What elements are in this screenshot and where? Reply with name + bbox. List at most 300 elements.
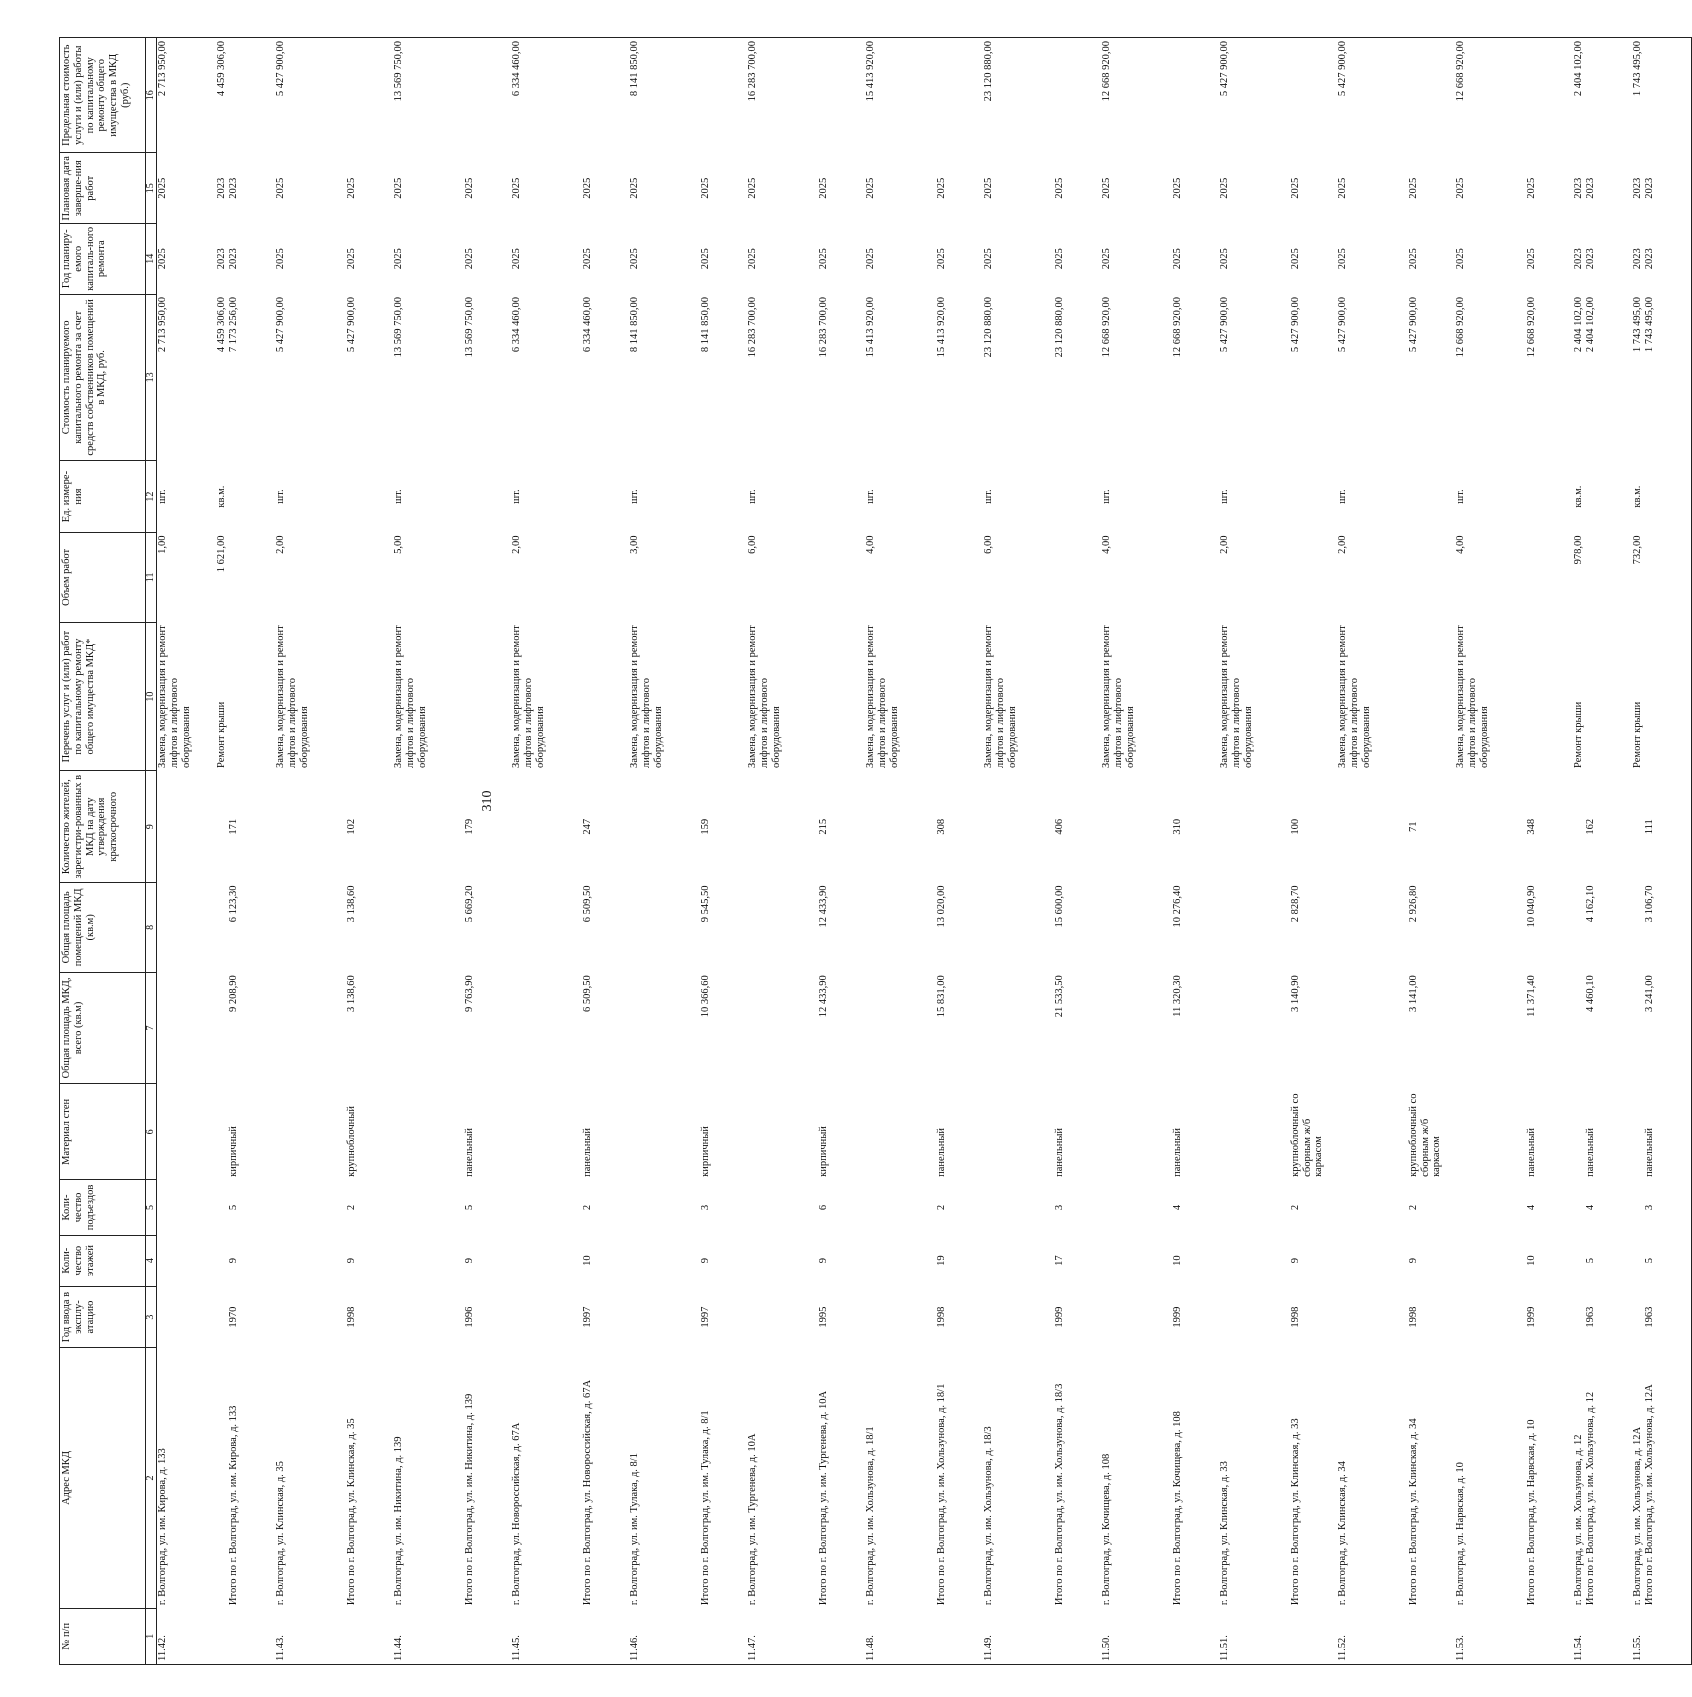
cell-entrances (1455, 1180, 1514, 1235)
cell-line (452, 1238, 464, 1283)
cell-line: Замена, модернизация и ремонт лифтов и лифтового оборудования (157, 625, 192, 768)
cell-line: 2025 (983, 248, 994, 270)
cell-row-number (157, 1608, 217, 1664)
cell-line (1396, 774, 1408, 880)
cell-residents (688, 771, 747, 883)
cell-repair-year (1632, 224, 1692, 295)
cell-repair-year (511, 224, 570, 295)
cell-wall-material (452, 1084, 511, 1180)
cell-max-cost (393, 38, 452, 153)
cell-line (1573, 1238, 1585, 1283)
cell-row-number (216, 1608, 275, 1664)
cell-row-number (924, 1608, 983, 1664)
cell-entrances (216, 1180, 275, 1235)
cell-completion-date (924, 153, 983, 224)
cell-floors (393, 1235, 452, 1286)
cell-line (1160, 774, 1172, 880)
table-row (865, 38, 924, 1665)
cell-entrances (983, 1180, 1042, 1235)
cell-line (1514, 1087, 1526, 1177)
cell-line (570, 885, 582, 969)
cell-line: 1995 (817, 1306, 829, 1328)
cell-premises-area (334, 882, 393, 972)
cell-line (570, 975, 582, 1081)
cell-premises-area (393, 882, 452, 972)
cell-total-area (1514, 972, 1573, 1084)
cell-floors (865, 1235, 924, 1286)
cell-unit (1160, 461, 1219, 533)
table-row (452, 38, 511, 1665)
cell-line: 5 427 900,00 (1337, 41, 1348, 97)
cell-line: 6 334 460,00 (581, 297, 593, 353)
cell-premises-area (983, 882, 1042, 972)
cell-row-number (629, 1608, 688, 1664)
cell-line (1278, 885, 1290, 969)
cell-line: Итого по г. Волгоград, ул. им. Тургенева, д. 10А (817, 1390, 829, 1606)
cell-line (452, 227, 464, 292)
cell-unit (570, 461, 629, 533)
cell-line (1160, 227, 1172, 292)
cell-address (1396, 1348, 1455, 1608)
cell-total-area (275, 972, 334, 1084)
cell-line (334, 1351, 346, 1605)
cell-entrances (1160, 1180, 1219, 1235)
column-number: 15 (146, 153, 157, 224)
cell-entrances (1514, 1180, 1573, 1235)
cell-works-list (334, 622, 393, 771)
cell-max-cost (1396, 38, 1455, 153)
cell-line: 2 404 102,00 (1573, 41, 1584, 97)
cell-wall-material (570, 1084, 629, 1180)
cell-line (806, 1183, 818, 1232)
cell-line: 15 600,00 (1053, 885, 1065, 928)
cell-floors (1396, 1235, 1455, 1286)
cell-line: 9 (1407, 1258, 1419, 1264)
table-row (216, 38, 275, 1665)
cell-completion-date (865, 153, 924, 224)
cell-line: 348 (1525, 818, 1537, 835)
cell-premises-area (216, 882, 275, 972)
page-number: 310 (480, 790, 495, 812)
cell-line (688, 1289, 700, 1345)
cell-line: 5 (1643, 1258, 1655, 1264)
table-row (1455, 38, 1514, 1665)
cell-premises-area (511, 882, 570, 972)
cell-residents (1160, 771, 1219, 883)
cell-line: шт. (865, 489, 876, 504)
cell-floors (924, 1235, 983, 1286)
cell-line: 2 828,70 (1289, 885, 1301, 923)
cell-line: 111 (1643, 819, 1655, 835)
cell-max-cost (216, 38, 275, 153)
cell-line (1396, 227, 1408, 292)
cell-cost (924, 294, 983, 461)
cell-line: 3 241,00 (1643, 975, 1655, 1012)
cell-line: панельный (581, 1128, 593, 1177)
cell-address (629, 1348, 688, 1608)
cell-line (1632, 1238, 1644, 1283)
cell-work-volume (511, 532, 570, 622)
cell-line (1278, 774, 1290, 880)
cell-line: 2,00 (1219, 535, 1230, 554)
cell-line (334, 885, 346, 969)
cell-floors (1219, 1235, 1278, 1286)
cell-address (1278, 1348, 1337, 1608)
cell-line: 1 743 495,00 (1632, 297, 1643, 353)
cell-line: Итого по г. Волгоград, ул. им. Хользунова, д. 18/3 (1053, 1383, 1065, 1606)
cell-line (1396, 1087, 1408, 1177)
cell-repair-year (1042, 224, 1101, 295)
cell-line: Замена, модернизация и ремонт лифтов и лифтового оборудования (1101, 625, 1136, 768)
cell-cost (1632, 294, 1692, 461)
cell-max-cost (452, 38, 511, 153)
cell-address (216, 1348, 275, 1608)
cell-line: шт. (629, 489, 640, 504)
cell-works-list (1160, 622, 1219, 771)
cell-total-area (570, 972, 629, 1084)
cell-line: 2025 (157, 248, 168, 270)
cell-line (688, 1238, 700, 1283)
cell-max-cost (1219, 38, 1278, 153)
cell-line: 2023 (1573, 177, 1584, 199)
cell-completion-date (334, 153, 393, 224)
cell-line (1278, 1351, 1290, 1605)
cell-work-volume (334, 532, 393, 622)
cell-line: 11.49. (983, 1635, 994, 1661)
cell-unit (1455, 461, 1514, 533)
cell-completion-date (511, 153, 570, 224)
cell-line: 1999 (1171, 1306, 1183, 1328)
cell-line (924, 297, 936, 458)
cell-repair-year (1278, 224, 1337, 295)
cell-line (806, 297, 818, 458)
cell-line: 6 509,50 (581, 975, 593, 1012)
cell-line: панельный (1584, 1128, 1596, 1177)
cell-premises-area (924, 882, 983, 972)
cell-year-built (924, 1286, 983, 1348)
cell-row-number (570, 1608, 629, 1664)
cell-line (452, 774, 464, 880)
cell-line: 2025 (275, 177, 286, 199)
cell-entrances (1396, 1180, 1455, 1235)
column-number: 7 (146, 972, 157, 1084)
cell-line (216, 1238, 228, 1283)
cell-row-number (1455, 1608, 1514, 1664)
cell-works-list (1219, 622, 1278, 771)
table-row (334, 38, 393, 1665)
cell-work-volume (688, 532, 747, 622)
cell-line: крупноблочный со сборным ж/б каркасом (1407, 1093, 1443, 1177)
cell-line: 15 413 920,00 (865, 41, 876, 102)
cell-total-area (511, 972, 570, 1084)
cell-work-volume (629, 532, 688, 622)
table-row (1042, 38, 1101, 1665)
cell-works-list (747, 622, 806, 771)
cell-address (1337, 1348, 1396, 1608)
cell-line: 5 427 900,00 (1289, 297, 1301, 353)
cell-max-cost (983, 38, 1042, 153)
cell-work-volume (1219, 532, 1278, 622)
cell-total-area (865, 972, 924, 1084)
cell-cost (983, 294, 1042, 461)
table-row (1396, 38, 1455, 1665)
cell-line: 1998 (345, 1306, 357, 1328)
table-row (511, 38, 570, 1665)
cell-line: 11.54. (1573, 1635, 1584, 1661)
cell-address (747, 1348, 806, 1608)
cell-work-volume (806, 532, 865, 622)
cell-line (1514, 885, 1526, 969)
cell-line: Итого по г. Волгоград, ул. Клинская, д. 34 (1407, 1418, 1419, 1606)
cell-line: 406 (1053, 818, 1065, 835)
cell-line (570, 1183, 582, 1232)
cell-line (806, 1351, 818, 1605)
cell-line: 2025 (983, 177, 994, 199)
cell-cost (511, 294, 570, 461)
cell-line (452, 975, 464, 1081)
column-number: 8 (146, 882, 157, 972)
cell-line: 2025 (935, 177, 947, 199)
cell-line (924, 227, 936, 292)
cell-line: 2023 (1643, 248, 1655, 270)
cell-max-cost (1337, 38, 1396, 153)
cell-line (1396, 1238, 1408, 1283)
cell-address (393, 1348, 452, 1608)
cell-line (216, 885, 228, 969)
cell-line: 2025 (463, 177, 475, 199)
cell-works-list (983, 622, 1042, 771)
cell-line (570, 227, 582, 292)
table-row (1632, 38, 1692, 1665)
column-number: 12 (146, 461, 157, 533)
cell-line: 2025 (1407, 177, 1419, 199)
cell-repair-year (1101, 224, 1160, 295)
cell-line: 8 141 850,00 (629, 297, 640, 353)
cell-line: 2025 (393, 177, 404, 199)
cell-line (334, 774, 346, 880)
table-row (1101, 38, 1160, 1665)
cell-year-built (1219, 1286, 1278, 1348)
cell-line: г. Волгоград, ул. Нарвская, д. 10 (1455, 1462, 1466, 1606)
cell-line: 2025 (817, 177, 829, 199)
cell-wall-material (1160, 1084, 1219, 1180)
cell-line: Итого по г. Волгоград, ул. им. Хользунова, д. 18/1 (935, 1383, 947, 1606)
cell-line: 2023 (1632, 177, 1643, 199)
cell-line (1160, 1238, 1172, 1283)
cell-line: 10 366,60 (699, 975, 711, 1018)
cell-line (334, 227, 346, 292)
cell-year-built (806, 1286, 865, 1348)
cell-repair-year (1514, 224, 1573, 295)
cell-line (334, 1289, 346, 1345)
cell-line: 2 404 102,00 (1573, 297, 1584, 353)
cell-line: 2025 (629, 248, 640, 270)
cell-line (334, 1087, 346, 1177)
cell-line: шт. (275, 489, 286, 504)
cell-address (1632, 1348, 1692, 1608)
cell-cost (1042, 294, 1101, 461)
cell-works-list (275, 622, 334, 771)
cell-year-built (1101, 1286, 1160, 1348)
cell-unit (275, 461, 334, 533)
cell-completion-date (1042, 153, 1101, 224)
cell-wall-material (157, 1084, 217, 1180)
cell-line: Замена, модернизация и ремонт лифтов и лифтового оборудования (393, 625, 428, 768)
cell-line (1514, 1289, 1526, 1345)
cell-line: шт. (157, 489, 168, 504)
cell-max-cost (806, 38, 865, 153)
cell-line: 2025 (1053, 248, 1065, 270)
cell-line (334, 1238, 346, 1283)
header-premises-area: Общая площадь помещений МКД (кв.м) (60, 882, 146, 972)
header-wall-material: Материал стен (60, 1084, 146, 1180)
cell-line: 10 (581, 1255, 593, 1266)
cell-completion-date (1455, 153, 1514, 224)
cell-work-volume (216, 532, 275, 622)
cell-wall-material (393, 1084, 452, 1180)
cell-wall-material (1101, 1084, 1160, 1180)
cell-year-built (393, 1286, 452, 1348)
cell-line: крупноблочный (345, 1106, 357, 1177)
cell-entrances (452, 1180, 511, 1235)
cell-floors (1337, 1235, 1396, 1286)
cell-wall-material (688, 1084, 747, 1180)
cell-line (1160, 1351, 1172, 1605)
cell-line: 2023 (216, 248, 227, 270)
cell-line: 2 926,80 (1407, 885, 1419, 923)
cell-total-area (393, 972, 452, 1084)
cell-line (1514, 156, 1526, 221)
cell-max-cost (334, 38, 393, 153)
cell-total-area (1219, 972, 1278, 1084)
cell-premises-area (1042, 882, 1101, 972)
cell-floors (629, 1235, 688, 1286)
cell-line: 2025 (1219, 248, 1230, 270)
cell-total-area (983, 972, 1042, 1084)
cell-line: панельный (1643, 1128, 1655, 1177)
cell-line (1396, 975, 1408, 1081)
cell-line: 2025 (511, 248, 522, 270)
cell-line (1042, 975, 1054, 1081)
cell-work-volume (1160, 532, 1219, 622)
cell-line: 9 (1289, 1258, 1301, 1264)
cell-repair-year (865, 224, 924, 295)
cell-completion-date (806, 153, 865, 224)
cell-line: 2023 (216, 177, 227, 199)
cell-address (570, 1348, 629, 1608)
column-number: 3 (146, 1286, 157, 1348)
cell-completion-date (1632, 153, 1692, 224)
cell-max-cost (570, 38, 629, 153)
table-row (1573, 38, 1632, 1665)
cell-floors (1160, 1235, 1219, 1286)
cell-line: г. Волгоград, ул. Новороссийская, д. 67А (511, 1422, 522, 1606)
cell-completion-date (216, 153, 275, 224)
cell-residents (1632, 771, 1692, 883)
column-number: 16 (146, 38, 157, 153)
cell-line: 1 621,00 (216, 535, 227, 573)
cell-line (688, 885, 700, 969)
cell-line: 5 669,20 (463, 885, 475, 923)
cell-cost (1455, 294, 1514, 461)
cell-works-list (452, 622, 511, 771)
column-number: 4 (146, 1235, 157, 1286)
cell-premises-area (747, 882, 806, 972)
cell-work-volume (1278, 532, 1337, 622)
cell-line (570, 1238, 582, 1283)
cell-completion-date (1278, 153, 1337, 224)
cell-residents (1219, 771, 1278, 883)
table-row (983, 38, 1042, 1665)
cell-works-list (688, 622, 747, 771)
cell-max-cost (1042, 38, 1101, 153)
cell-line: крупноблочный со сборным ж/б каркасом (1289, 1093, 1325, 1177)
header-residents: Количество жителей, зарегистри-рованных в МКД на дату утверждения краткосрочного (60, 771, 146, 883)
cell-line (1042, 156, 1054, 221)
cell-entrances (1573, 1180, 1632, 1235)
cell-unit (452, 461, 511, 533)
cell-wall-material (1514, 1084, 1573, 1180)
cell-line: 11.42. (157, 1635, 168, 1661)
cell-line (1514, 774, 1526, 880)
cell-line: 13 020,00 (935, 885, 947, 928)
cell-line (1573, 1289, 1585, 1345)
cell-line: 11.47. (747, 1635, 758, 1661)
cell-address (865, 1348, 924, 1608)
cell-line: 2025 (157, 177, 168, 199)
table-row (747, 38, 806, 1665)
cell-line (688, 227, 700, 292)
cell-line: 2023 (1643, 177, 1655, 199)
cell-line: 15 831,00 (935, 975, 947, 1018)
cell-line (452, 1289, 464, 1345)
cell-line: 247 (581, 818, 593, 835)
cell-row-number (747, 1608, 806, 1664)
cell-completion-date (452, 153, 511, 224)
cell-line (216, 1289, 228, 1345)
cell-works-list (1396, 622, 1455, 771)
cell-line (334, 975, 346, 1081)
cell-floors (334, 1235, 393, 1286)
cell-premises-area (157, 882, 217, 972)
cell-premises-area (275, 882, 334, 972)
cell-line (1160, 156, 1172, 221)
cell-line (570, 297, 582, 458)
cell-line: 159 (699, 818, 711, 835)
cell-line (1278, 227, 1290, 292)
cell-cost (1337, 294, 1396, 461)
cell-line (1573, 975, 1585, 1081)
cell-premises-area (1514, 882, 1573, 972)
cell-line: 9 545,50 (699, 885, 711, 923)
cell-line (1514, 227, 1526, 292)
cell-max-cost (1573, 38, 1632, 153)
cell-line: 2025 (345, 248, 357, 270)
cell-line: 6 (817, 1204, 829, 1211)
cell-total-area (452, 972, 511, 1084)
cell-line: 2025 (1171, 177, 1183, 199)
table-row (570, 38, 629, 1665)
cell-line (1042, 1289, 1054, 1345)
cell-repair-year (334, 224, 393, 295)
cell-line (1042, 1183, 1054, 1232)
cell-max-cost (511, 38, 570, 153)
cell-line: 6 334 460,00 (511, 41, 522, 97)
cell-unit (1042, 461, 1101, 533)
cell-work-volume (570, 532, 629, 622)
cell-unit (1337, 461, 1396, 533)
cell-premises-area (1101, 882, 1160, 972)
